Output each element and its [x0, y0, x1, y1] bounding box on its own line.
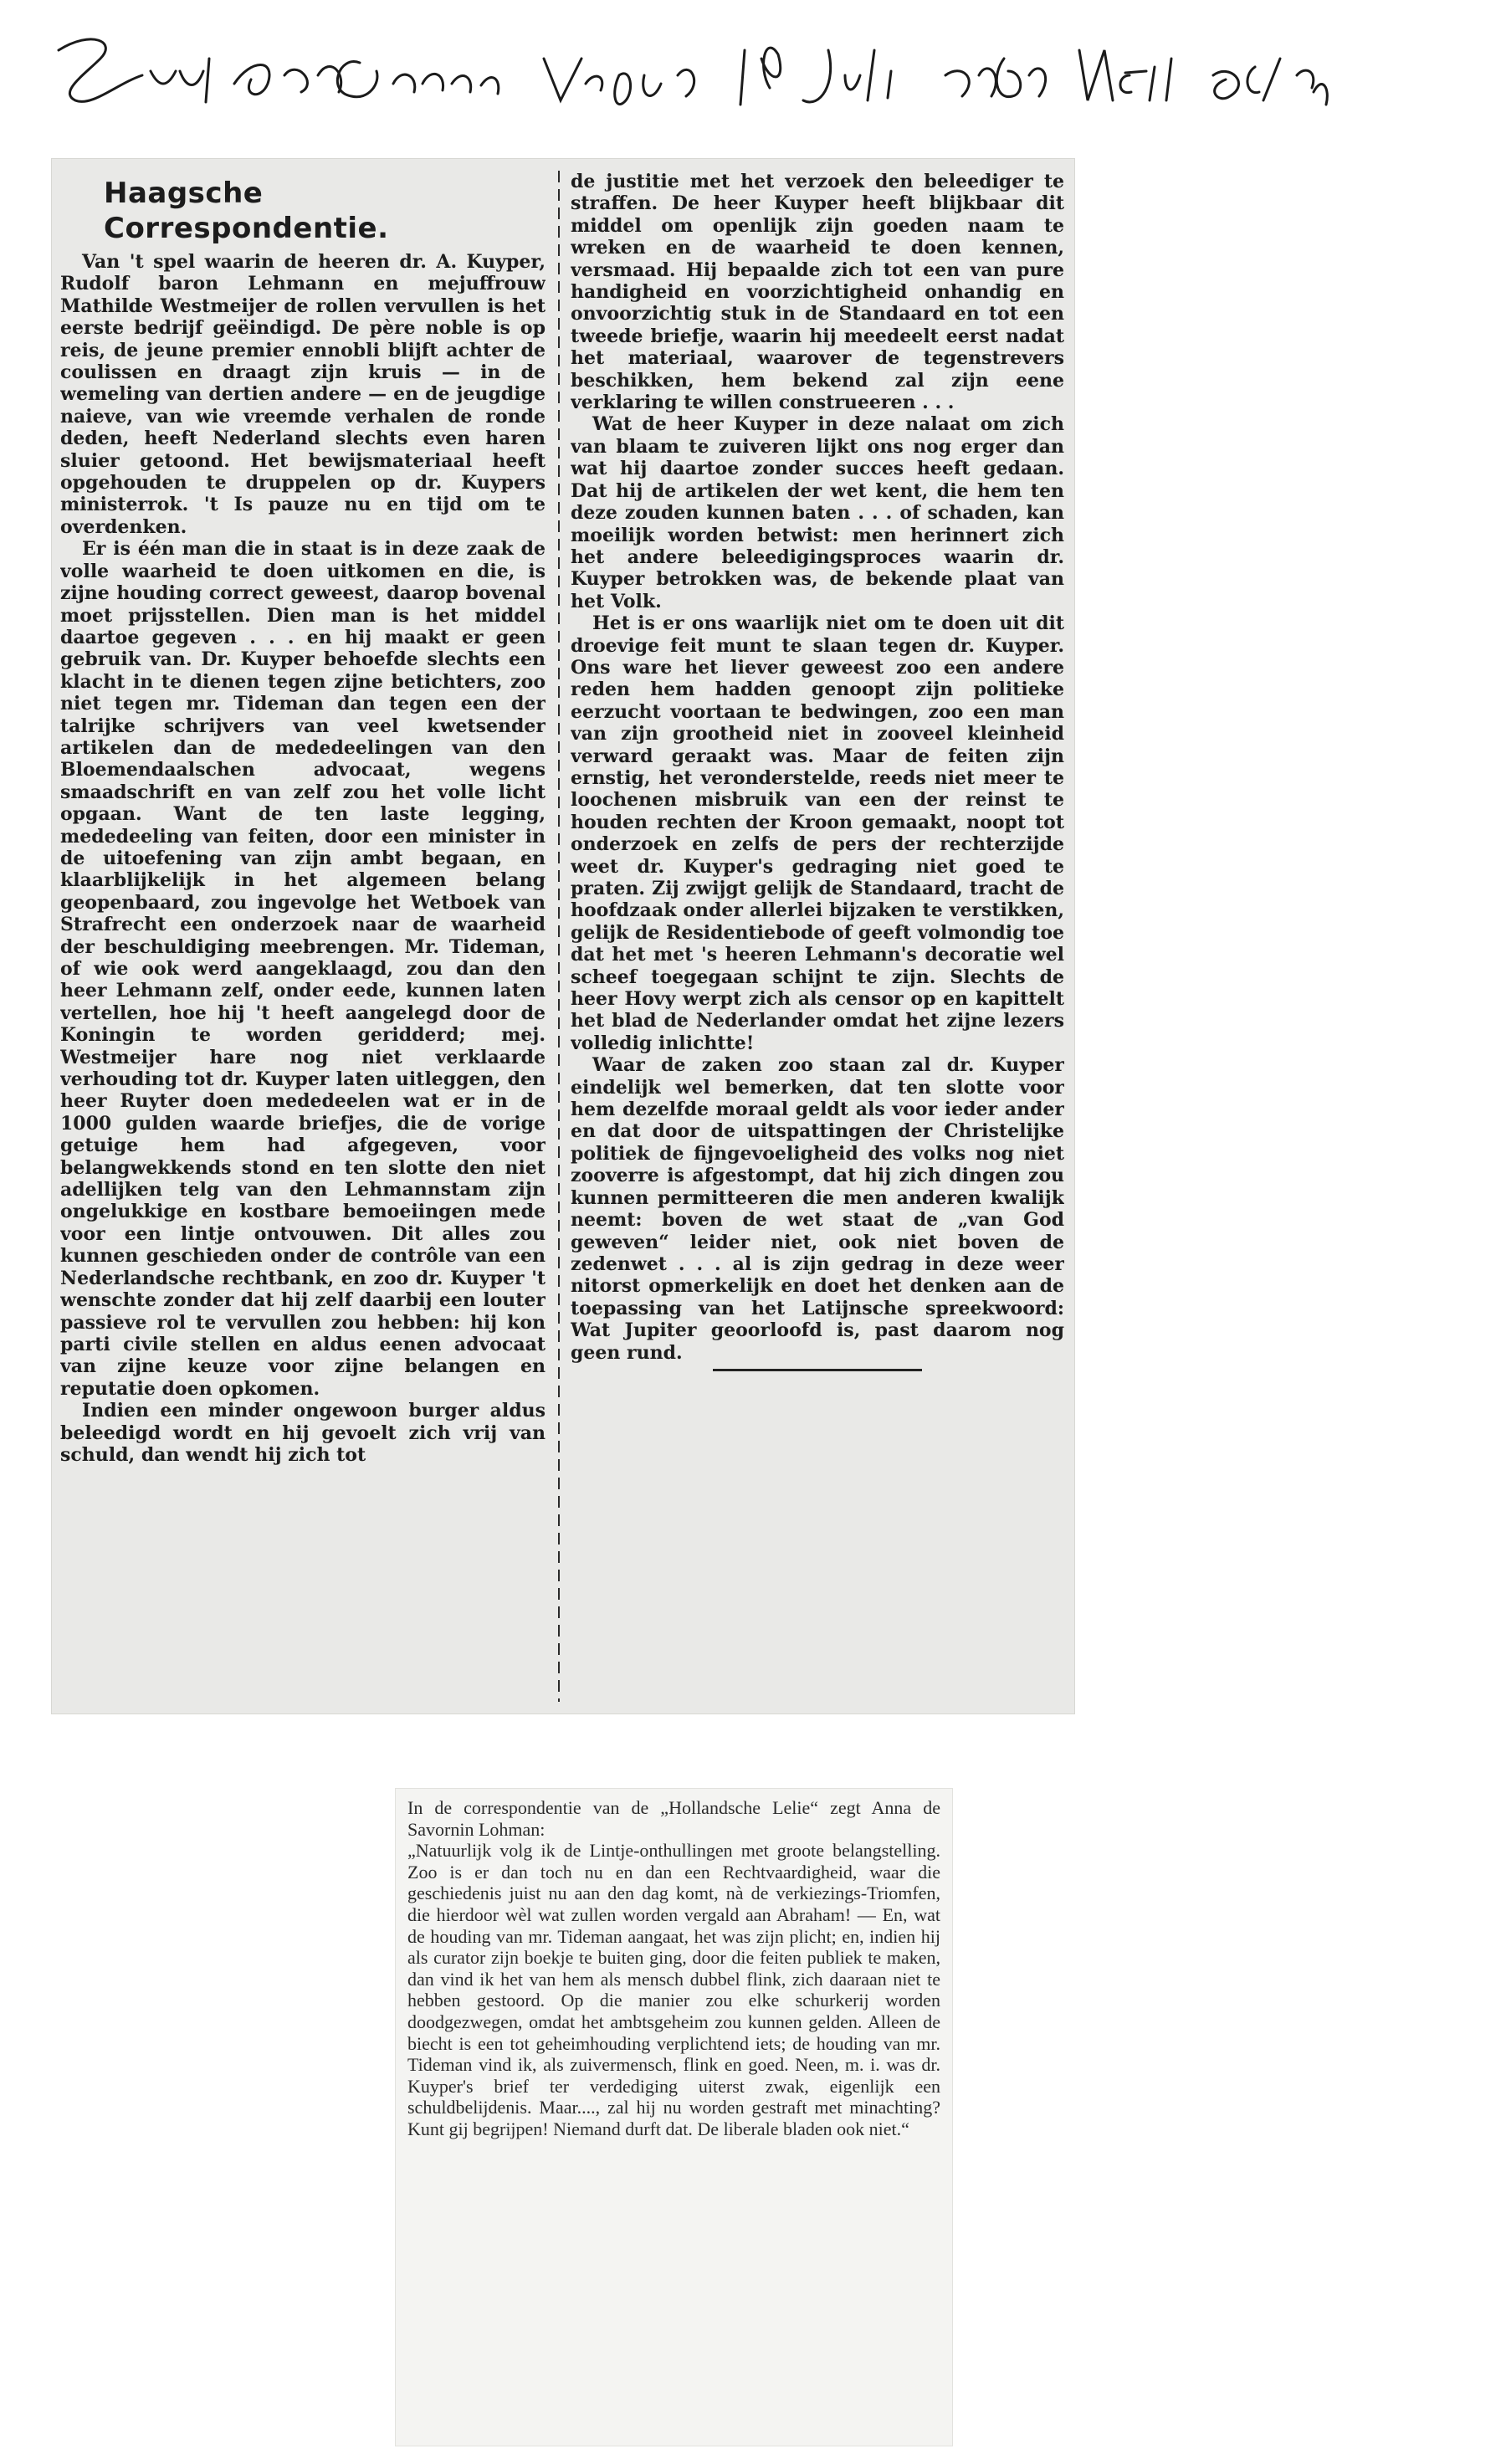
- svg-text:Zutphensche Courant. Vrijdag 1: Zutphensche Courant. Vrijdag 16 Juli 1909 No 164. 60e jg.: [42, 25, 67, 26]
- handwritten-signature-drawing: [42, 25, 1464, 126]
- right-paragraph-3: Het is er ons waarlijk niet om te doen uit dit droevige feit munt te slaan tegen dr. Kuyper. Ons ware het liever geweest zoo een andere reden hem hadden genoopt zijn politieke eerzucht voortaan te bedwingen, zoo een man van zijn grootheid niet in zooveel kleinheid verward geraakt was. Maar de feiten zijn ernstig, het veronderstelde, reeds niet meer te loochenen misbruik van een der reinst te houden rechten der Kroon gemaakt, noopt tot onderzoek en zelfs de pers der rechterzijde weet dr. Kuyper's gedraging niet goed te praten. Zij zwijgt gelijk de Standaard, tracht de hoofdzaak onder allerlei bijzaken te verstikken, gelijk de Residentiebode of geeft volmondig toe dat het met 's heeren Lehmann's decoratie wel scheef toegegaan schijnt te zijn. Slechts de heer Hovy werpt zich als censor op en kapittelt het blad de Nederlander omdat het zijne lezers volledig inlichtte!: [571, 612, 1064, 1054]
- right-paragraph-1: de justitie met het verzoek den beleediger te straffen. De heer Kuyper heeft blijkbaar dit middel om openlijk zijn goeden naam te wreken en de waarheid te doen kennen, versmaad. Hij bepaalde zich tot een van pure handigheid en voorzichtigheid onhandig en onvoorzichtig stuk in de Standaard en tot een tweede briefje, waarin hij meedeelt eerst nadat het materiaal, waarover de tegenstrevers beschikken, hem bekend zal zijn eene verklaring te willen construeeren . . .: [571, 171, 1064, 414]
- right-paragraph-2: Wat de heer Kuyper in deze nalaat om zich van blaam te zuiveren lijkt ons nog erger dan wat hij daartoe zonder succes heeft gedaan. Dat hij de artikelen der wet kent, die hem ten deze zouden kunnen baten . . . of schaden, kan moeilijk worden betwist: men herinnert zich het andere beleedigingsproces waarin dr. Kuyper betrokken was, de bekende plaat van het Volk.: [571, 413, 1064, 612]
- quotation-text: In de correspondentie van de „Hollandsche Lelie“ zegt Anna de Savornin Lohman: „Natuurlijk volg ik de Lintje-onthullingen met groote belangstelling. Zoo is er dan toch nu en dan een Rechtvaardigheid, waar die geschiedenis juist nu aan den dag komt, nà de verkiezings-Triomfen, die hierdoor wèl wat zullen worden vergald aan Abraham! — En, wat de houding van mr. Tideman aangaat, het was zijn plicht; en, indien hij als curator zijn boekje te buiten ging, door die feiten publiek te maken, dan vind ik het van hem als mensch dubbel flink, zich daaraan niet te hebben gestoord. Op die manier zou elke schurkerij worden doodgezwegen, omdat het ambtsgeheim zou kunnen gelden. Alleen de biecht is een tot geheimhouding verplichtend iets; de houding van mr. Tideman vind ik, als zuivermensch, flink en goed. Neen, m. i. was dr. Kuyper's brief ter verdediging uiterst zwak, eigenlijk een schuldbelijdenis. Maar...., zal hij nu worden gestraft met minachting? Kunt gij begrijpen! Niemand durft dat. De liberale bladen ook niet.“: [407, 1797, 940, 2139]
- left-paragraph-1: Van 't spel waarin de heeren dr. A. Kuyper, Rudolf baron Lehmann en mejuffrouw Mathilde Westmeijer de rollen vervullen is het eerste bedrijf geëindigd. De père noble is op reis, de jeune premier ennobli blijft achter de coulissen en draagt zijn kruis — in de wemeling van dertien andere — en de jeugdige naieve, van wie vreemde verhalen de ronde deden, heeft Nederland slechts even haren sluier getoond. Het bewijsmateriaal heeft opgehouden te druppelen op dr. Kuypers ministerrok. 't Is pauze nu en tijd om te overdenken.: [60, 251, 546, 538]
- newspaper-clipping-main: [52, 159, 1074, 1714]
- left-paragraph-3: Indien een minder ongewoon burger aldus beleedigd wordt en hij gevoelt zich vrij van schuld, dan wendt hij zich tot: [60, 1400, 546, 1466]
- left-column: [60, 171, 546, 1702]
- right-column: [571, 171, 1064, 1702]
- right-paragraph-4: Waar de zaken zoo staan zal dr. Kuyper eindelijk wel bemerken, dat ten slotte voor hem dezelfde moraal geldt als voor ieder ander en dat door de uitspattingen der Christelijke politiek de fijngevoeligheid des volks nog niet zooverre is afgestompt, dat hij zich dingen zou kunnen permitteeren die men anderen kwalijk neemt: boven de wet staat de „van God geweven“ leider niet, ook niet boven de zedenwet . . . al is zijn gedrag in deze weer nitorst opmerkelijk en doet het denken aan de toepassing van het Latijnsche spreekwoord: Wat Jupiter geoorloofd is, past daarom nog geen rund.: [571, 1054, 1064, 1364]
- article-headline: Haagsche Correspondentie.: [104, 177, 389, 245]
- newspaper-clipping-secondary: [396, 1789, 952, 2446]
- end-of-article-rule: [713, 1369, 922, 1371]
- left-paragraph-2: Er is één man die in staat is in deze zaak de volle waarheid te doen uitkomen en die, is zijne houding correct geweest, daarop bovenal moet prijsstellen. Dien man is het middel daartoe gegeven . . . en hij maakt er geen gebruik van. Dr. Kuyper behoefde slechts een klacht in te dienen tegen zijne betichters, zoo niet tegen mr. Tideman dan tegen een der talrijke schrijvers van veel kwetsender artikelen dan de mededeelingen van den Bloemendaalschen advocaat, wegens smaadschrift en van zelf zou het volle licht opgaan. Want de ten laste legging, mededeeling van feiten, door een minister in de uitoefening van zijn ambt begaan, en klaarblijkelijk in het algemeen belang geopenbaard, zou ingevolge het Wetboek van Strafrecht een onderzoek naar de waarheid der beschuldiging meebrengen. Mr. Tideman, of wie ook werd aangeklaagd, zou dan den heer Lehmann zelf, onder eede, kunnen laten vertellen, hoe hij 't heeft aangelegd door de Koningin te worden geridderd; mej. Westmeijer hare nog niet verklaarde verhouding tot dr. Kuyper laten uitleggen, den heer Ruyter doen mededeelen wat er in de 1000 gulden waarde briefjes, die de vorige getuige hem had afgegeven, voor belangwekkends stond en ten slotte den niet adellijken telg van den Lehmannstam zijn ongelukkige en kostbare bemoeiingen mede voor een lintje ontvouwen. Dit alles zou kunnen geschieden onder de contrôle van een Nederlandsche rechtbank, en zoo dr. Kuyper 't wenschte zonder dat hij zelf daarbij een louter passieve rol te vervullen zou hebben: hij kon parti civile stellen en aldus eenen advocaat van zijne keuze voor zijne belangen en reputatie doen opkomen.: [60, 538, 546, 1400]
- column-divider: [558, 171, 560, 1702]
- handwritten-source-note: [42, 25, 1464, 126]
